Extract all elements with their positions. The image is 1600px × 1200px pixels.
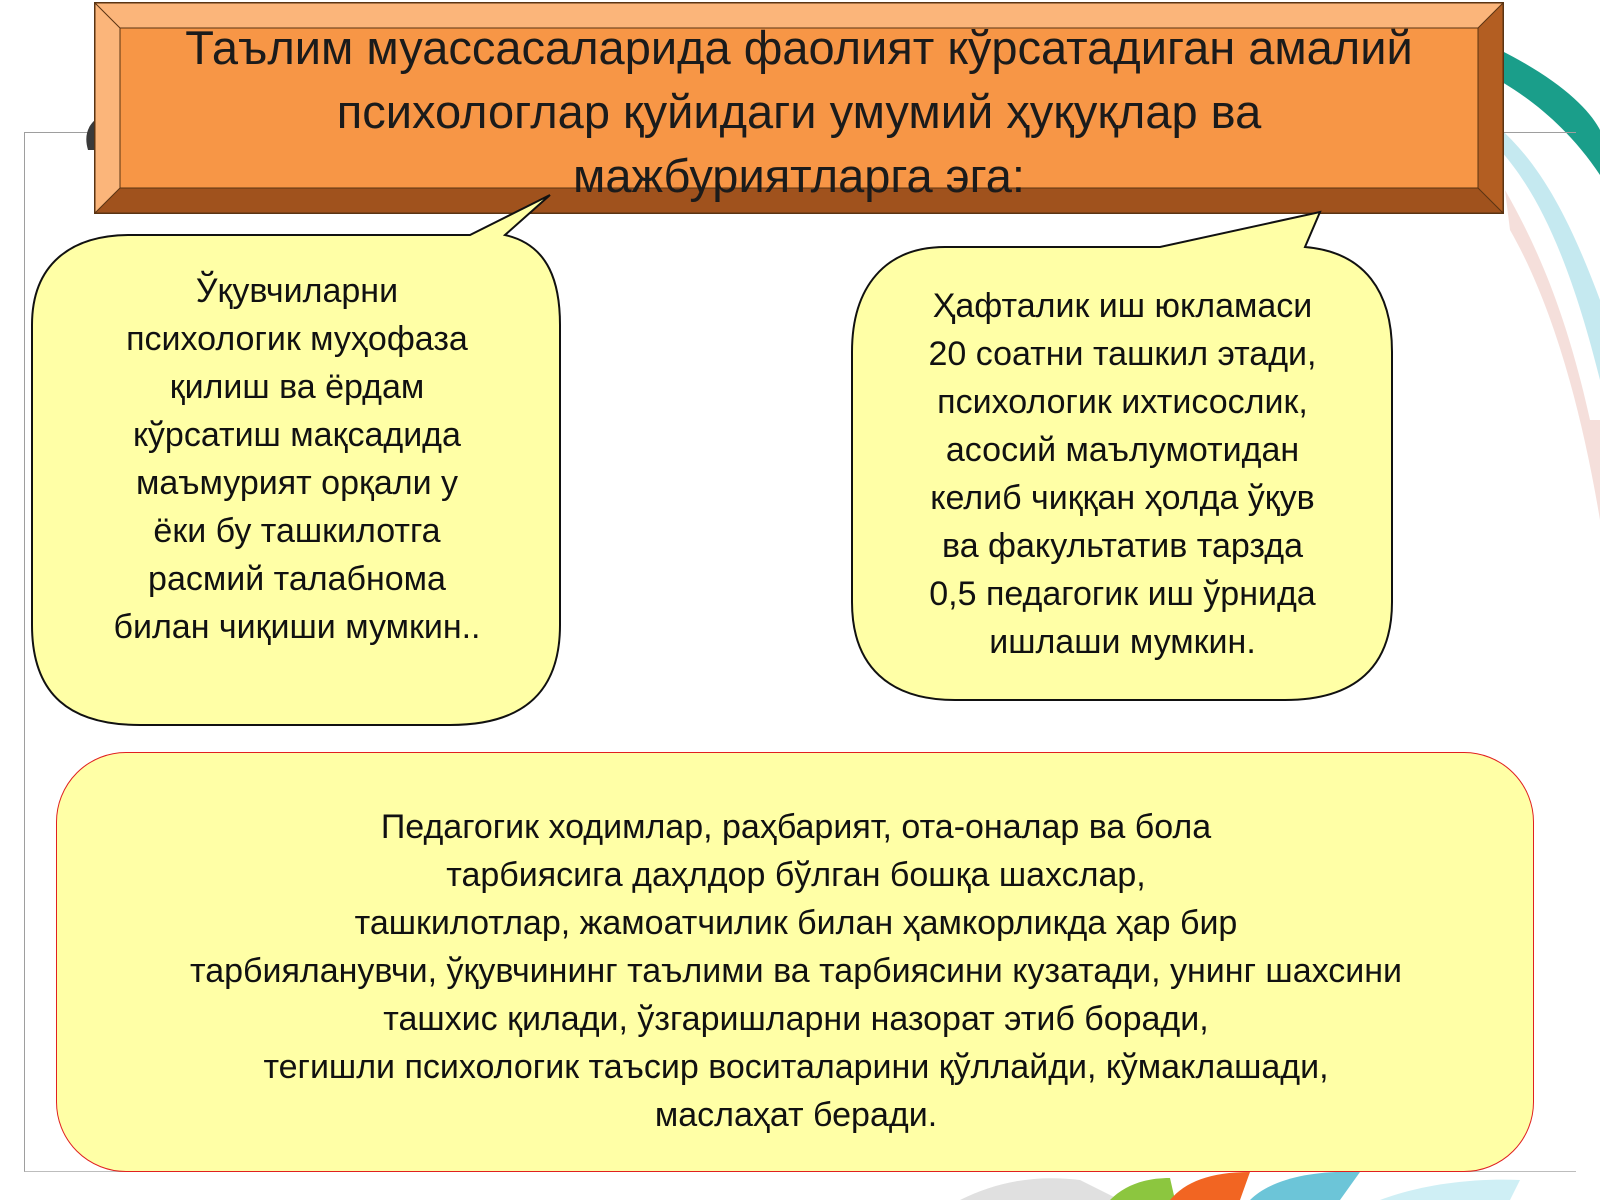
- callout-left-text: Ўқувчиларни психологик муҳофаза қилиш ва ёрдам кўрсатиш мақсадида маъмурият орқали у ёки бу ташкилотга расмий талабнома билан чиқиши мумкин..: [113, 272, 481, 646]
- bottom-box-text: Педагогик ходимлар, раҳбарият, ота-оналар ва бола тарбиясига даҳлдор бўлган бошқа шахслар, ташкилотлар, жамоатчилик билан ҳамкорликда ҳар бир тарбияланувчи, ўқувчининг таълими ва тарбиясини кузатади, унинг шахсини ташхис қилади, ўзгаришларни назорат этиб боради, тегишли психологик таъсир воситаларини қўллайди, кўмаклашади, маслаҳат беради.: [190, 808, 1402, 1134]
- callout-bubble-right: [850, 212, 1395, 702]
- callout-right-text: Ҳафталик иш юкламаси 20 соатни ташкил этади, психологик ихтисослик, асосий маълумотидан келиб чиққан ҳолда ўқув ва факультатив тарзда 0,5 педагогик иш ўрнида ишлаши мумкин.: [928, 287, 1317, 661]
- title-banner: [94, 2, 1504, 214]
- callout-bubble-left: [30, 195, 564, 728]
- bottom-text-box: [56, 752, 1534, 1172]
- slide-title: Таълим муассасаларида фаолият кўрсатадиган амалий психологлар қуйидаги умумий ҳуқуқлар ва мажбуриятларга эга:: [185, 21, 1413, 202]
